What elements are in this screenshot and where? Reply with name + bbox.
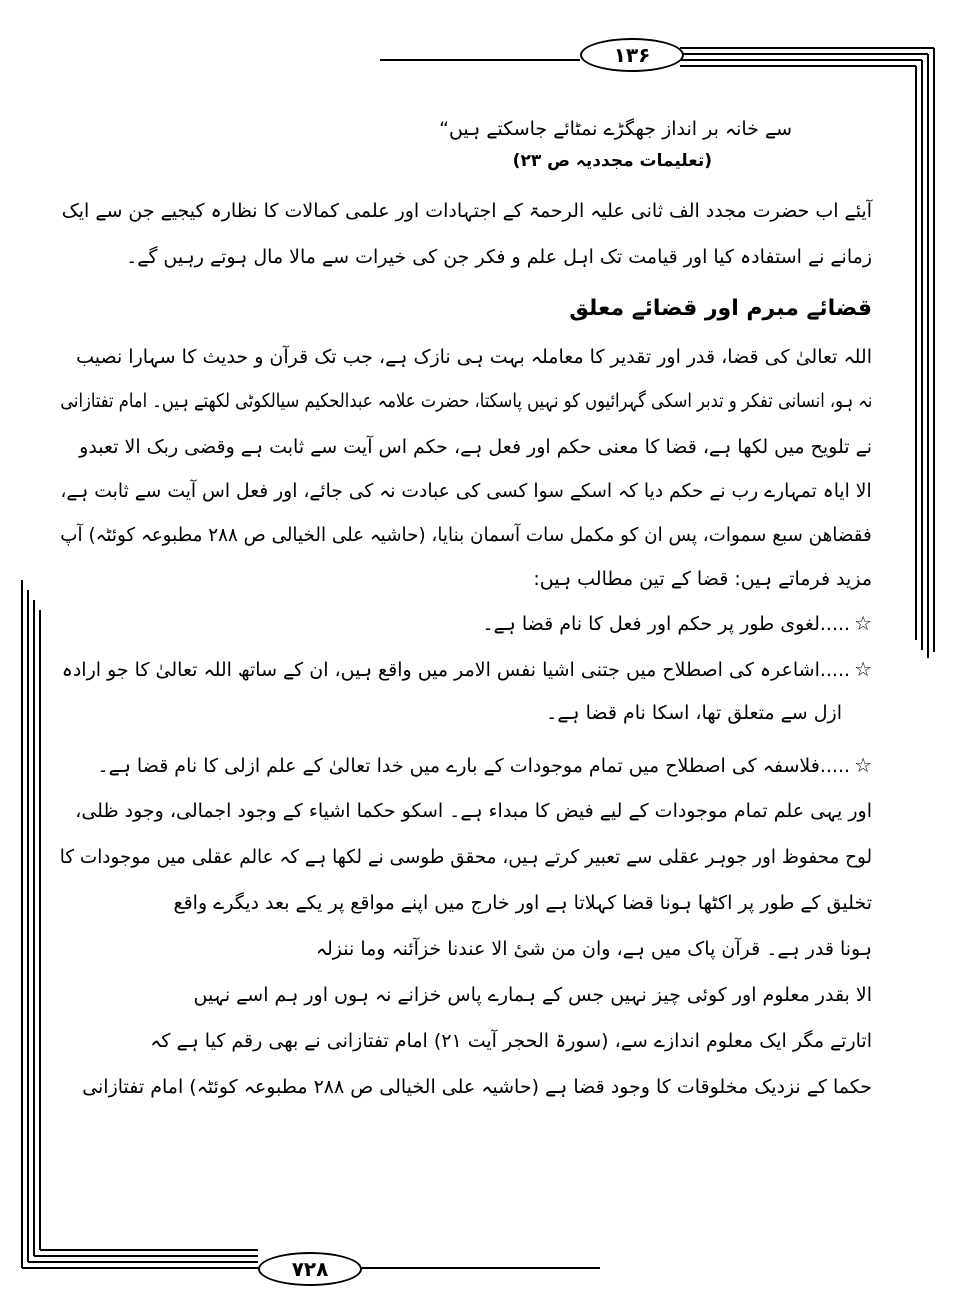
star-icon: ☆: [854, 753, 872, 777]
body-line-6: مزید فرماتے ہیں: قضا کے تین مطالب ہیں:: [533, 568, 872, 590]
point-2-text: .....اشاعرہ کی اصطلاح میں جتنی اشیا نفس الامر میں واقع ہیں، ان کے ساتھ اللہ تعالیٰ کا جو ارادہ: [61, 659, 851, 681]
body-line-5: فقضاھن سبع سموات، پس ان کو مکمل سات آسمان بنایا، (حاشیہ علی الخیالی ص ۲۸۸ مطبوعہ کوئٹہ) آپ: [60, 524, 872, 546]
body-line-3: نے تلویح میں لکھا ہے، قضا کا معنی حکم اور فعل ہے، حکم اس آیت سے ثابت ہے وقضی ربک الا تعبدو: [79, 436, 872, 458]
page-body: [60, 0, 872, 1250]
body-line-1: اللہ تعالیٰ کی قضا، قدر اور تقدیر کا معاملہ بہت ہی نازک ہے، جب تک قرآن و حدیث کا سہارا نصیب: [76, 346, 872, 368]
point-1-text: .....لغوی طور پر حکم اور فعل کا نام قضا ہے۔: [482, 613, 851, 635]
intro-line-1: آیئے اب حضرت مجدد الف ثانی علیہ الرحمۃ کے اجتہادات اور علمی کمالات کا نظارہ کیجیے جن سے ایک: [61, 200, 872, 222]
intro-line-2: زمانے نے استفادہ کیا اور قیامت تک اہل علم و فکر جن کی خیرات سے مالا مال ہوتے رہیں گے۔: [126, 246, 872, 268]
page-number-bottom: ۷۲۸: [258, 1252, 362, 1286]
point-3: [97, 752, 872, 779]
final-line-7: حکما کے نزدیک مخلوقات کا وجود قضا ہے (حاشیہ علی الخیالی ص ۲۸۸ مطبوعہ کوئٹہ) امام تفتازانی: [82, 1076, 872, 1098]
final-line-6: اتارتے مگر ایک معلوم اندازے سے، (سورۃ الحجر آیت ۲۱) امام تفتازانی نے بھی رقم کیا ہے کہ: [150, 1030, 872, 1052]
star-icon: ☆: [854, 657, 872, 681]
point-2-continuation: ازل سے متعلق تھا، اسکا نام قضا ہے۔: [546, 702, 842, 724]
final-line-3: تخلیق کے طور پر اکٹھا ہونا قضا کہلاتا ہے اور خارج میں اپنے مواقع پر یکے بعد دیگرے واقع: [173, 892, 872, 914]
section-heading: قضائے مبرم اور قضائے معلق: [569, 296, 872, 321]
star-icon: ☆: [854, 611, 872, 635]
point-3-text: .....فلاسفہ کی اصطلاح میں تمام موجودات کے بارے میں خدا تعالیٰ کے علم ازلی کا نام قضا ہے۔: [97, 755, 851, 777]
quote-line: سے خانہ بر انداز جھگڑے نمٹائے جاسکتے ہیں“: [439, 118, 792, 140]
point-1: [482, 610, 872, 637]
body-line-4: الا ایاہ تمہارے رب نے حکم دیا کہ اسکے سوا کسی کی عبادت نہ کی جائے، اور فعل اس آیت سے ثابت ہے،: [60, 480, 872, 502]
citation: (تعلیمات مجددیہ ص ۲۳): [512, 151, 712, 171]
final-line-4: ہونا قدر ہے۔ قرآن پاک میں ہے، وان من شیٔ الا عندنا خزآئنہ وما ننزلہ: [315, 938, 872, 960]
final-line-2: لوح محفوظ اور جوہر عقلی سے تعبیر کرتے ہیں، محقق طوسی نے لکھا ہے کہ عالم عقلی میں موجودات کا: [59, 846, 872, 868]
final-line-5: الا بقدر معلوم اور کوئی چیز نہیں جس کے ہمارے پاس خزانے نہ ہوں اور ہم اسے نہیں: [193, 984, 872, 1006]
page-number-top: ۱۳۶: [580, 38, 684, 72]
final-line-1: اور یہی علم تمام موجودات کے لیے فیض کا مبداء ہے۔ اسکو حکما اشیاء کے وجود اجمالی، وجود ظلی،: [75, 800, 872, 822]
body-line-2: نہ ہو، انسانی تفکر و تدبر اسکی گہرائیوں کو نہیں پاسکتا، حضرت علامہ عبدالحکیم سیالکوٹی لکھتے ہیں۔ امام تفتازانی: [59, 390, 872, 412]
point-2: [62, 656, 872, 683]
